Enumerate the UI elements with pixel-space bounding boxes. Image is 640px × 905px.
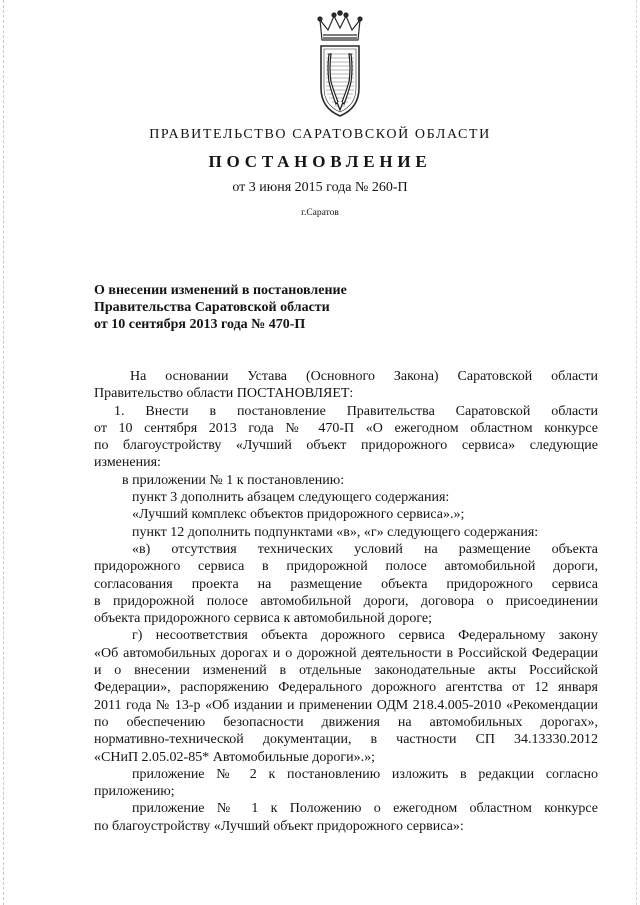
body-line: в приложении № 1 к постановлению: xyxy=(122,472,345,488)
body-line: изменения: xyxy=(94,455,161,471)
document-body xyxy=(94,368,598,835)
city: г.Саратов xyxy=(301,208,339,218)
document-type-title: ПОСТАНОВЛЕНИЕ xyxy=(208,152,432,171)
body-line: объекта придорожного сервиса к автомобильной дороге; xyxy=(94,611,433,627)
body-line: На основании Устава (Основного Закона) Саратовской области xyxy=(130,369,598,384)
body-line: в придорожной полосе автомобильной дороги, договора о присоединении xyxy=(94,593,598,609)
body-line: нормативно-технической документации, в частности СП 34.13330.2012 xyxy=(94,732,598,748)
body-line: по благоустройству «Лучший объект придорожного сервиса» следующие xyxy=(94,438,598,454)
body-line: 2011 года № 13-р «Об издании и применении ОДМ 218.4.005-2010 «Рекомендации xyxy=(94,697,598,713)
body-line: пункт 3 дополнить абзацем следующего содержания: xyxy=(132,490,450,506)
body-line: 1. Внести в постановление Правительства Саратовской области xyxy=(114,403,598,419)
body-line: по благоустройству «Лучший объект придорожного сервиса»: xyxy=(94,818,464,834)
body-line: г) несоответствия объекта дорожного сервиса Федеральному закону xyxy=(132,628,598,644)
government-name: ПРАВИТЕЛЬСТВО САРАТОВСКОЙ ОБЛАСТИ xyxy=(149,127,491,142)
body-line: приложению; xyxy=(94,784,175,800)
body-line: Федерации», распоряжению Федерального дорожного агентства от 12 января xyxy=(94,680,598,696)
body-line: от 10 сентября 2013 года № 470-П «О ежегодном областном конкурсе xyxy=(94,420,598,436)
subject-line: от 10 сентября 2013 года № 470-П xyxy=(94,317,306,332)
body-line: согласования проекта на размещение объекта придорожного сервиса xyxy=(94,576,598,592)
body-line: пункт 12 дополнить подпунктами «в», «г» следующего содержания: xyxy=(132,524,539,540)
body-line: «Лучший комплекс объектов придорожного сервиса».»; xyxy=(132,507,465,523)
body-line: и о внесении изменений в отдельные законодательные акты Российской xyxy=(94,663,598,679)
body-line: «СНиП 2.05.02-85* Автомобильные дороги».»; xyxy=(94,749,375,765)
body-line: придорожного сервиса в придорожной полосе автомобильной дороги, xyxy=(94,559,598,575)
body-line: приложение № 1 к Положению о ежегодном областном конкурсе xyxy=(132,801,598,817)
date-number: от 3 июня 2015 года № 260-П xyxy=(232,180,408,195)
body-line: по обеспечению безопасности движения на автомобильных дорогах», xyxy=(94,714,598,730)
body-line: «в) отсутствия технических условий на размещение объекта xyxy=(132,541,598,557)
body-line: приложение № 2 к постановлению изложить в редакции согласно xyxy=(132,766,598,782)
body-line: «Об автомобильных дорогах и о дорожной деятельности в Российской Федерации xyxy=(94,645,598,661)
body-line: Правительство области ПОСТАНОВЛЯЕТ: xyxy=(94,386,354,402)
saratov-coat-of-arms-icon xyxy=(308,10,372,120)
document-subject xyxy=(94,282,347,333)
subject-line: Правительства Саратовской области xyxy=(94,300,330,315)
subject-line: О внесении изменений в постановление xyxy=(94,283,347,298)
